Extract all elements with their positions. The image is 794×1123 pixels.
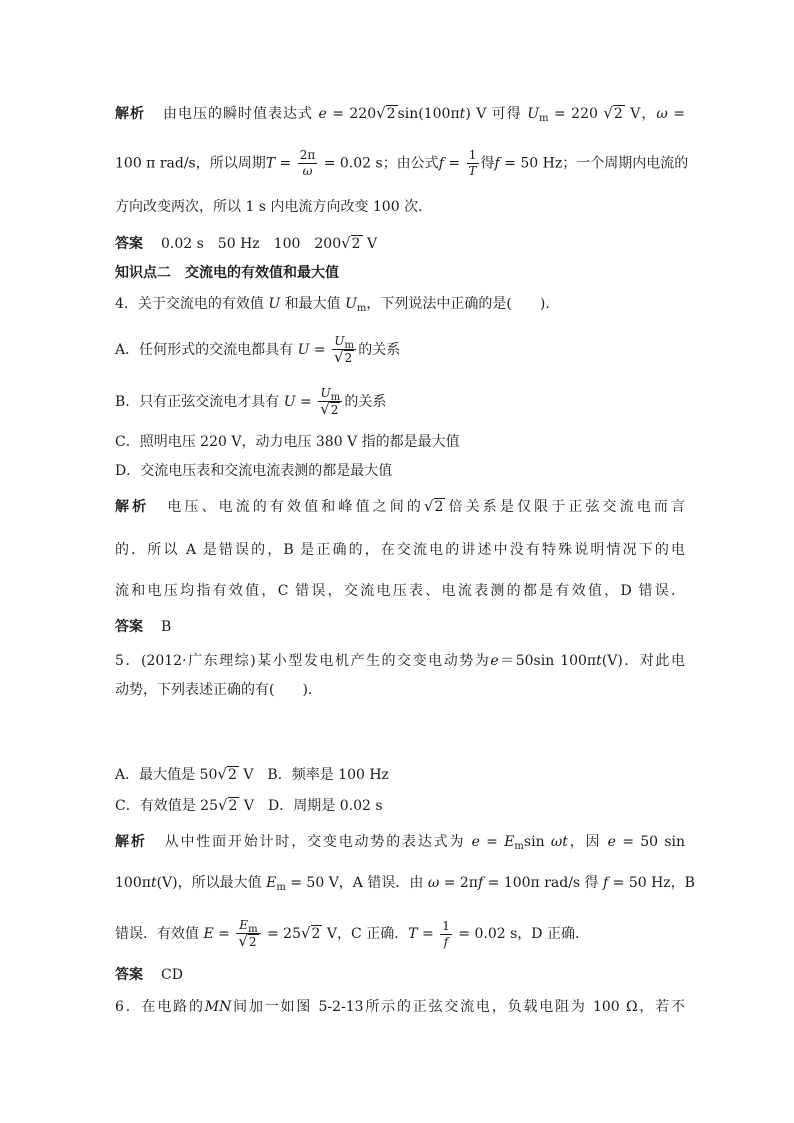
q4-option-a: A．任何形式的交流电都具有 U = $\frac{U_m}{√2}$ 的关系 [115,334,401,366]
q5-options-ab: A．最大值是 50√2 V B．频率是 100 Hz [115,765,389,783]
q3-answer: 答案 0.02 s 50 Hz 100 200√2 V [115,234,378,252]
sqrt-symbol: √2 [341,234,361,252]
q4-option-b: B．只有正弦交流电才具有 U = $\frac{U_m}{√2}$ 的关系 [115,386,387,418]
sqrt-symbol: √2 [423,497,444,515]
q4-option-c: C．照明电压 220 V，动力电压 380 V 指的都是最大值 [115,434,460,450]
section-title: 知识点二 交流电的有效值和最大值 [115,265,339,281]
q4-answer: 答案 B [115,619,172,635]
fraction-um-over-sqrt2: $\frac{U_m}{√2}$ [332,334,356,366]
sqrt-symbol: √2 [300,924,321,942]
q6-stem: 6．在电路的MN间加一如图 5-2-13所示的正弦交流电，负载电阻为 100 Ω，若不 [115,999,685,1015]
q5-options-cd: C．有效值是 25√2 V D．周期是 0.02 s [115,796,383,814]
q4-solution-line-2: 的．所以 A 是错误的，B 是正确的，在交流电的讲述中没有特殊说明情况下的电 [115,542,685,558]
q4-solution-line-3: 流和电压均指有效值，C 错误，交流电压表、电流表测的都是有效值，D 错误． [115,583,685,599]
sqrt-symbol: √2 [376,104,396,122]
fraction-2pi-over-omega: $\frac{2\pi}{\omega}$ [299,148,316,178]
q5-solution-line-1: 解析 从中性面开始计时，交变电动势的表达式为 $e = E_m\sin$ ωt，因 e = 50 sin [115,834,686,852]
q3-solution-line-3: 方向改变两次，所以 1 s 内电流方向改变 100 次． [115,199,433,215]
q5-stem-line-1: 5．(2012·广东理综)某小型发电机产生的交变电动势为e＝50sin 100πt(V)．对此电 [115,653,685,669]
fraction-em-over-sqrt2: $\frac{E_m}{√2}$ [236,918,260,950]
q5-solution-line-2: 100πt(V)，所以最大值 $E_m = 50$ V，A 错误．由 ω = 2πf = 100π rad/s 得 f = 50 Hz，B [115,875,695,893]
q3-solution-line-1: 解析 由电压的瞬时值表达式 e = 220√2 sin(100πt) V 可得 $U_m = 220$ √2 V，ω = [115,104,685,124]
q4-stem: 4．关于交流电的有效值 U 和最大值 $U_m$，下列说法中正确的是( )． [115,296,560,314]
q4-solution-line-1: 解析 电压、电流的有效值和峰值之间的√2 倍关系是仅限于正弦交流电而言 [115,497,686,515]
q3-solution-line-2: 100 π rad/s，所以周期T = $\frac{2\pi}{\omega}$ = 0.02 s；由公式f = $\frac{1}{T}$ 得f = 50 Hz；一个周期内电流的 [115,148,689,178]
fraction-1-over-T: $\frac{1}{T}$ [468,148,477,178]
q5-stem-line-2: 动势，下列表述正确的有( )． [115,682,322,698]
sqrt-symbol: √2 [217,796,238,814]
sqrt-symbol: √2 [603,104,623,122]
sqrt-symbol: √2 [217,765,237,783]
fraction-1-over-f: $\frac{1}{f}$ [442,918,450,949]
q5-answer: 答案 CD [115,967,183,983]
fraction-um-over-sqrt2: $\frac{U_m}{√2}$ [318,386,342,418]
q4-option-d: D．交流电压表和交流电流表测的都是最大值 [115,463,393,479]
q5-solution-line-3: 错误．有效值 E = $\frac{E_m}{√2}$ = 25√2 V，C 正确．T = $\frac{1}{f}$ = 0.02 s，D 正确． [115,918,589,950]
